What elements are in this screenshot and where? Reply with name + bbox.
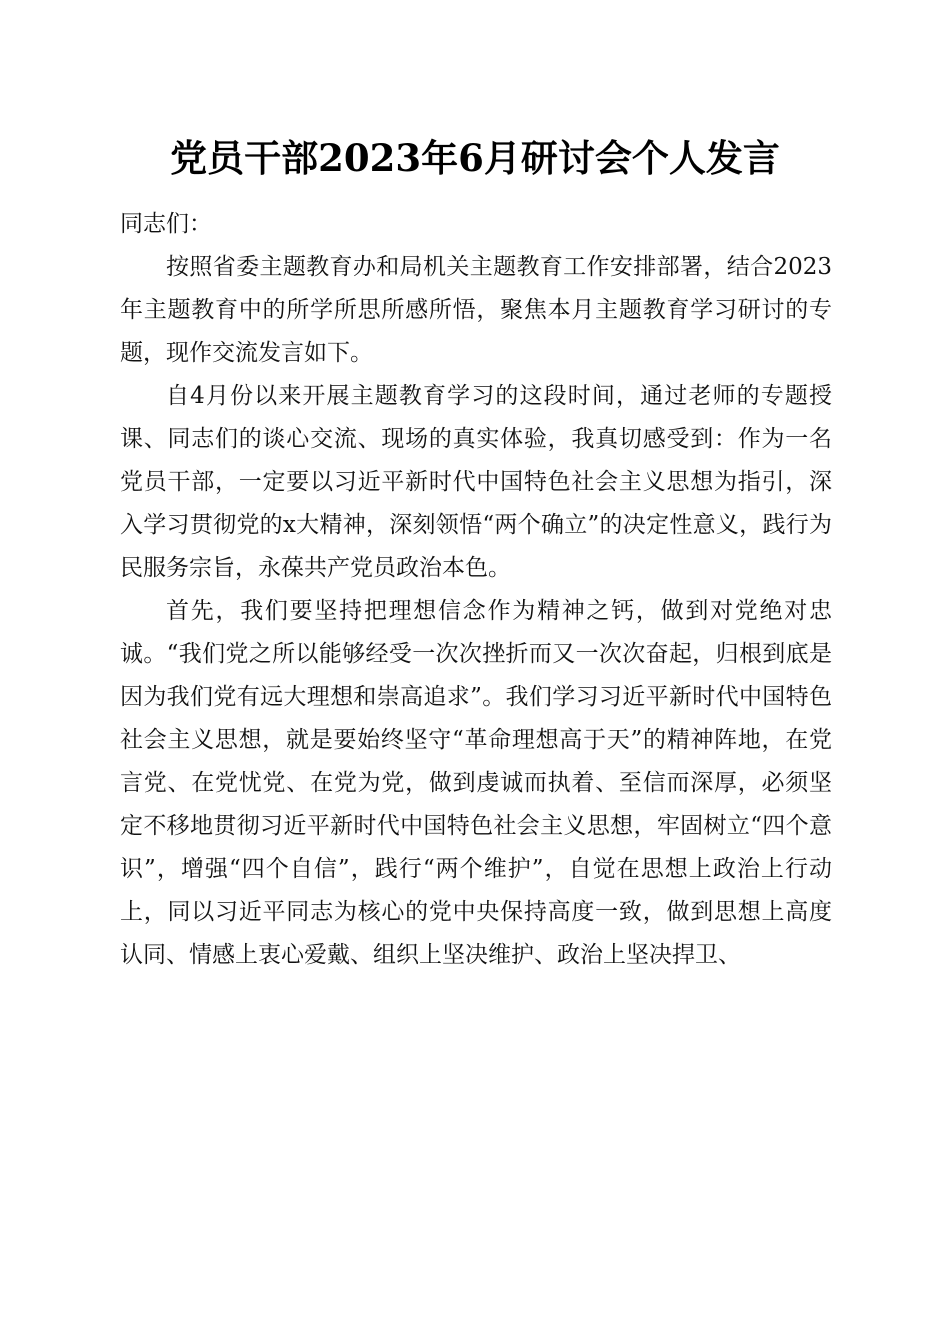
document-title: 党员干部2023年6月研讨会个人发言 — [170, 136, 780, 180]
salutation: 同志们： — [120, 211, 212, 237]
paragraph-1: 按照省委主题教育办和局机关主题教育工作安排部署，结合2023年主题教育中的所学所思所感所悟，聚焦本月主题教育学习研讨的专题，现作交流发言如下。 — [120, 254, 832, 366]
document-body — [120, 203, 832, 977]
paragraph-3: 首先，我们要坚持把理想信念作为精神之钙，做到对党绝对忠诚。“我们党之所以能够经受一次次挫折而又一次次奋起，归根到底是因为我们党有远大理想和崇高追求”。我们学习习近平新时代中国特色社会主义思想，就是要始终坚守“革命理想高于天”的精神阵地，在党言党、在党忧党、在党为党，做到虔诚而执着、至信而深厚，必须坚定不移地贯彻习近平新时代中国特色社会主义思想，牢固树立“四个意识”，增强“四个自信”，践行“两个维护”，自觉在思想上政治上行动上，同以习近平同志为核心的党中央保持高度一致，做到思想上高度认同、情感上衷心爱戴、组织上坚决维护、政治上坚决捍卫、 — [120, 598, 832, 968]
paragraph-2: 自4月份以来开展主题教育学习的这段时间，通过老师的专题授课、同志们的谈心交流、现场的真实体验，我真切感受到：作为一名党员干部，一定要以习近平新时代中国特色社会主义思想为指引，深入学习贯彻党的x大精神，深刻领悟“两个确立”的决定性意义，践行为民服务宗旨，永葆共产党员政治本色。 — [120, 383, 832, 581]
